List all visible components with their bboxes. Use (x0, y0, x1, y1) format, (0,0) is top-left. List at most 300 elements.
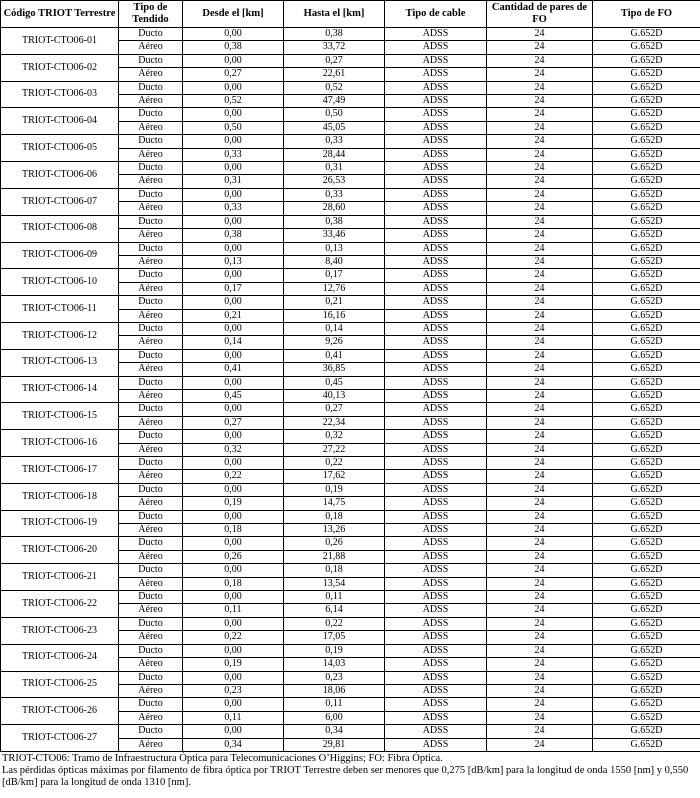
cable-type-cell: ADSS (385, 215, 487, 228)
hasta-km-cell: 13,26 (284, 524, 385, 537)
tendido-cell: Aéreo (119, 443, 183, 456)
cable-type-cell: ADSS (385, 95, 487, 108)
fo-type-cell: G.652D (593, 617, 700, 630)
fo-type-cell: G.652D (593, 336, 700, 349)
fo-type-cell: G.652D (593, 658, 700, 671)
cable-type-cell: ADSS (385, 738, 487, 751)
fo-pairs-cell: 24 (487, 229, 593, 242)
hasta-km-cell: 0,50 (284, 108, 385, 121)
cable-type-cell: ADSS (385, 658, 487, 671)
triot-code-cell: TRIOT-CTO06-08 (1, 215, 119, 242)
cable-type-cell: ADSS (385, 41, 487, 54)
tendido-cell: Aéreo (119, 711, 183, 724)
cable-type-cell: ADSS (385, 711, 487, 724)
fo-type-cell: G.652D (593, 698, 700, 711)
desde-km-cell: 0,22 (183, 470, 284, 483)
desde-km-cell: 0,23 (183, 684, 284, 697)
desde-km-cell: 0,45 (183, 389, 284, 402)
cable-type-cell: ADSS (385, 457, 487, 470)
tendido-cell: Aéreo (119, 497, 183, 510)
fo-pairs-cell: 24 (487, 255, 593, 268)
footnote-optical-loss: Las pérdidas ópticas máximas por filamento de fibra óptica por TRIOT Terrestre deben ser menores que 0,275 [dB/km] para la longitud de onda 1550 [nm] y 0,550 [dB/km] para la longitud de onda 1310 [nm]. (2, 764, 689, 788)
tendido-cell: Aéreo (119, 148, 183, 161)
cable-type-cell: ADSS (385, 617, 487, 630)
fo-pairs-cell: 24 (487, 430, 593, 443)
fo-type-cell: G.652D (593, 68, 700, 81)
hasta-km-cell: 0,31 (284, 162, 385, 175)
hasta-km-cell: 0,21 (284, 296, 385, 309)
triot-code-cell: TRIOT-CTO06-24 (1, 644, 119, 671)
hasta-km-cell: 29,81 (284, 738, 385, 751)
tendido-cell: Aéreo (119, 416, 183, 429)
fo-pairs-cell: 24 (487, 269, 593, 282)
table-row (1, 349, 700, 362)
fo-type-cell: G.652D (593, 591, 700, 604)
desde-km-cell: 0,31 (183, 175, 284, 188)
cable-type-cell: ADSS (385, 604, 487, 617)
table-row (1, 135, 700, 148)
desde-km-cell: 0,00 (183, 215, 284, 228)
fo-type-cell: G.652D (593, 95, 700, 108)
tendido-cell: Ducto (119, 188, 183, 201)
fo-type-cell: G.652D (593, 135, 700, 148)
hasta-km-cell: 6,14 (284, 604, 385, 617)
triot-code-cell: TRIOT-CTO06-21 (1, 564, 119, 591)
fo-pairs-cell: 24 (487, 671, 593, 684)
fo-type-cell: G.652D (593, 644, 700, 657)
fo-pairs-cell: 24 (487, 162, 593, 175)
fo-pairs-cell: 24 (487, 148, 593, 161)
desde-km-cell: 0,00 (183, 28, 284, 41)
desde-km-cell: 0,00 (183, 537, 284, 550)
desde-km-cell: 0,17 (183, 282, 284, 295)
desde-km-cell: 0,00 (183, 591, 284, 604)
fo-type-cell: G.652D (593, 296, 700, 309)
hasta-km-cell: 40,13 (284, 389, 385, 402)
triot-code-cell: TRIOT-CTO06-04 (1, 108, 119, 135)
tendido-cell: Ducto (119, 162, 183, 175)
fo-pairs-cell: 24 (487, 470, 593, 483)
desde-km-cell: 0,00 (183, 135, 284, 148)
fo-pairs-cell: 24 (487, 577, 593, 590)
table-row (1, 537, 700, 550)
tendido-cell: Ducto (119, 54, 183, 67)
desde-km-cell: 0,00 (183, 564, 284, 577)
fo-type-cell: G.652D (593, 148, 700, 161)
cable-type-cell: ADSS (385, 524, 487, 537)
hasta-km-cell: 0,23 (284, 671, 385, 684)
fo-pairs-cell: 24 (487, 443, 593, 456)
tendido-cell: Aéreo (119, 255, 183, 268)
hasta-km-cell: 6,00 (284, 711, 385, 724)
desde-km-cell: 0,00 (183, 269, 284, 282)
desde-km-cell: 0,00 (183, 376, 284, 389)
fo-pairs-cell: 24 (487, 54, 593, 67)
hasta-km-cell: 14,03 (284, 658, 385, 671)
desde-km-cell: 0,32 (183, 443, 284, 456)
cable-type-cell: ADSS (385, 255, 487, 268)
cable-type-cell: ADSS (385, 510, 487, 523)
hasta-km-cell: 0,14 (284, 322, 385, 335)
desde-km-cell: 0,00 (183, 403, 284, 416)
table-row (1, 188, 700, 201)
tendido-cell: Aéreo (119, 336, 183, 349)
hasta-km-cell: 14,75 (284, 497, 385, 510)
hasta-km-cell: 0,19 (284, 483, 385, 496)
triot-code-cell: TRIOT-CTO06-02 (1, 54, 119, 81)
hasta-km-cell: 0,18 (284, 510, 385, 523)
cable-type-cell: ADSS (385, 470, 487, 483)
column-header: Desde el [km] (183, 1, 284, 28)
cable-type-cell: ADSS (385, 537, 487, 550)
tendido-cell: Ducto (119, 269, 183, 282)
hasta-km-cell: 0,22 (284, 617, 385, 630)
tendido-cell: Ducto (119, 430, 183, 443)
fo-type-cell: G.652D (593, 322, 700, 335)
cable-type-cell: ADSS (385, 698, 487, 711)
fo-pairs-cell: 24 (487, 41, 593, 54)
hasta-km-cell: 0,33 (284, 135, 385, 148)
tendido-cell: Ducto (119, 376, 183, 389)
cable-type-cell: ADSS (385, 322, 487, 335)
desde-km-cell: 0,00 (183, 108, 284, 121)
cable-type-cell: ADSS (385, 28, 487, 41)
tendido-cell: Aéreo (119, 282, 183, 295)
desde-km-cell: 0,14 (183, 336, 284, 349)
cable-type-cell: ADSS (385, 175, 487, 188)
hasta-km-cell: 8,40 (284, 255, 385, 268)
hasta-km-cell: 0,27 (284, 54, 385, 67)
triot-code-cell: TRIOT-CTO06-14 (1, 376, 119, 403)
desde-km-cell: 0,27 (183, 68, 284, 81)
tendido-cell: Aéreo (119, 550, 183, 563)
tendido-cell: Ducto (119, 698, 183, 711)
hasta-km-cell: 33,72 (284, 41, 385, 54)
fo-type-cell: G.652D (593, 242, 700, 255)
desde-km-cell: 0,00 (183, 188, 284, 201)
cable-type-cell: ADSS (385, 416, 487, 429)
tendido-cell: Aéreo (119, 363, 183, 376)
hasta-km-cell: 0,19 (284, 644, 385, 657)
fo-type-cell: G.652D (593, 684, 700, 697)
hasta-km-cell: 0,38 (284, 215, 385, 228)
fo-pairs-cell: 24 (487, 631, 593, 644)
fo-type-cell: G.652D (593, 577, 700, 590)
cable-type-cell: ADSS (385, 550, 487, 563)
desde-km-cell: 0,00 (183, 430, 284, 443)
desde-km-cell: 0,22 (183, 631, 284, 644)
fo-type-cell: G.652D (593, 188, 700, 201)
triot-code-cell: TRIOT-CTO06-03 (1, 81, 119, 108)
fo-pairs-cell: 24 (487, 95, 593, 108)
desde-km-cell: 0,18 (183, 577, 284, 590)
cable-type-cell: ADSS (385, 631, 487, 644)
hasta-km-cell: 0,27 (284, 403, 385, 416)
fo-pairs-cell: 24 (487, 68, 593, 81)
triot-code-cell: TRIOT-CTO06-15 (1, 403, 119, 430)
hasta-km-cell: 0,26 (284, 537, 385, 550)
cable-type-cell: ADSS (385, 591, 487, 604)
cable-type-cell: ADSS (385, 135, 487, 148)
cable-type-cell: ADSS (385, 296, 487, 309)
footnotes (0, 752, 700, 789)
triot-code-cell: TRIOT-CTO06-01 (1, 28, 119, 55)
fo-type-cell: G.652D (593, 215, 700, 228)
cable-type-cell: ADSS (385, 644, 487, 657)
tendido-cell: Ducto (119, 617, 183, 630)
column-header: Hasta el [km] (284, 1, 385, 28)
fo-pairs-cell: 24 (487, 564, 593, 577)
hasta-km-cell: 36,85 (284, 363, 385, 376)
fo-type-cell: G.652D (593, 282, 700, 295)
table-row (1, 403, 700, 416)
fo-type-cell: G.652D (593, 121, 700, 134)
hasta-km-cell: 0,11 (284, 591, 385, 604)
desde-km-cell: 0,38 (183, 41, 284, 54)
fo-type-cell: G.652D (593, 309, 700, 322)
table-row (1, 591, 700, 604)
fo-pairs-cell: 24 (487, 336, 593, 349)
hasta-km-cell: 9,26 (284, 336, 385, 349)
table-row (1, 564, 700, 577)
table-row (1, 81, 700, 94)
triot-code-cell: TRIOT-CTO06-13 (1, 349, 119, 376)
fo-type-cell: G.652D (593, 671, 700, 684)
fo-pairs-cell: 24 (487, 416, 593, 429)
table-row (1, 269, 700, 282)
footnote-abbreviations: TRIOT-CTO06: Tramo de Infraestructura Óptica para Telecomunicaciones O’Higgins; FO: Fibra Óptica. (2, 752, 443, 764)
desde-km-cell: 0,00 (183, 54, 284, 67)
fo-type-cell: G.652D (593, 403, 700, 416)
desde-km-cell: 0,34 (183, 738, 284, 751)
desde-km-cell: 0,00 (183, 349, 284, 362)
fo-pairs-cell: 24 (487, 698, 593, 711)
column-header: Tipo de Tendido (119, 1, 183, 28)
cable-type-cell: ADSS (385, 229, 487, 242)
tendido-cell: Aéreo (119, 202, 183, 215)
tendido-cell: Aéreo (119, 577, 183, 590)
cable-type-cell: ADSS (385, 162, 487, 175)
desde-km-cell: 0,38 (183, 229, 284, 242)
hasta-km-cell: 0,18 (284, 564, 385, 577)
fo-type-cell: G.652D (593, 255, 700, 268)
fo-pairs-cell: 24 (487, 617, 593, 630)
fo-pairs-cell: 24 (487, 108, 593, 121)
desde-km-cell: 0,50 (183, 121, 284, 134)
hasta-km-cell: 17,62 (284, 470, 385, 483)
fo-type-cell: G.652D (593, 229, 700, 242)
tendido-cell: Ducto (119, 135, 183, 148)
fo-pairs-cell: 24 (487, 483, 593, 496)
fo-pairs-cell: 24 (487, 537, 593, 550)
fo-pairs-cell: 24 (487, 349, 593, 362)
hasta-km-cell: 18,06 (284, 684, 385, 697)
fo-type-cell: G.652D (593, 738, 700, 751)
fo-pairs-cell: 24 (487, 738, 593, 751)
table-row (1, 242, 700, 255)
fo-pairs-cell: 24 (487, 81, 593, 94)
desde-km-cell: 0,11 (183, 604, 284, 617)
tendido-cell: Ducto (119, 725, 183, 738)
fo-pairs-cell: 24 (487, 322, 593, 335)
tendido-cell: Aéreo (119, 41, 183, 54)
triot-code-cell: TRIOT-CTO06-11 (1, 296, 119, 323)
table-row (1, 376, 700, 389)
cable-type-cell: ADSS (385, 121, 487, 134)
triot-code-cell: TRIOT-CTO06-12 (1, 322, 119, 349)
desde-km-cell: 0,52 (183, 95, 284, 108)
desde-km-cell: 0,21 (183, 309, 284, 322)
cable-type-cell: ADSS (385, 389, 487, 402)
desde-km-cell: 0,33 (183, 202, 284, 215)
cable-type-cell: ADSS (385, 68, 487, 81)
tendido-cell: Ducto (119, 483, 183, 496)
cable-type-cell: ADSS (385, 403, 487, 416)
fo-pairs-cell: 24 (487, 403, 593, 416)
hasta-km-cell: 12,76 (284, 282, 385, 295)
hasta-km-cell: 47,49 (284, 95, 385, 108)
desde-km-cell: 0,00 (183, 644, 284, 657)
fo-type-cell: G.652D (593, 711, 700, 724)
fo-type-cell: G.652D (593, 363, 700, 376)
fo-type-cell: G.652D (593, 389, 700, 402)
tendido-cell: Aéreo (119, 68, 183, 81)
column-header: Código TRIOT Terrestre (1, 1, 119, 28)
desde-km-cell: 0,00 (183, 510, 284, 523)
triot-code-cell: TRIOT-CTO06-27 (1, 725, 119, 752)
fo-pairs-cell: 24 (487, 376, 593, 389)
tendido-cell: Ducto (119, 564, 183, 577)
triot-code-cell: TRIOT-CTO06-05 (1, 135, 119, 162)
tendido-cell: Ducto (119, 457, 183, 470)
cable-type-cell: ADSS (385, 363, 487, 376)
fo-type-cell: G.652D (593, 349, 700, 362)
fo-pairs-cell: 24 (487, 363, 593, 376)
triot-code-cell: TRIOT-CTO06-23 (1, 617, 119, 644)
fo-pairs-cell: 24 (487, 202, 593, 215)
table-header-row (1, 1, 700, 28)
hasta-km-cell: 33,46 (284, 229, 385, 242)
cable-type-cell: ADSS (385, 336, 487, 349)
desde-km-cell: 0,00 (183, 242, 284, 255)
table-row (1, 28, 700, 41)
desde-km-cell: 0,11 (183, 711, 284, 724)
desde-km-cell: 0,19 (183, 658, 284, 671)
fo-pairs-cell: 24 (487, 658, 593, 671)
tendido-cell: Aéreo (119, 738, 183, 751)
tendido-cell: Aéreo (119, 175, 183, 188)
fo-type-cell: G.652D (593, 457, 700, 470)
tendido-cell: Aéreo (119, 631, 183, 644)
triot-code-cell: TRIOT-CTO06-07 (1, 188, 119, 215)
hasta-km-cell: 21,88 (284, 550, 385, 563)
table-row (1, 725, 700, 738)
tendido-cell: Ducto (119, 349, 183, 362)
desde-km-cell: 0,26 (183, 550, 284, 563)
hasta-km-cell: 0,45 (284, 376, 385, 389)
desde-km-cell: 0,00 (183, 457, 284, 470)
cable-type-cell: ADSS (385, 148, 487, 161)
tendido-cell: Aéreo (119, 309, 183, 322)
fo-pairs-cell: 24 (487, 296, 593, 309)
tendido-cell: Ducto (119, 108, 183, 121)
tendido-cell: Ducto (119, 215, 183, 228)
triot-code-cell: TRIOT-CTO06-20 (1, 537, 119, 564)
fo-pairs-cell: 24 (487, 175, 593, 188)
table-body (1, 28, 700, 752)
fo-pairs-cell: 24 (487, 188, 593, 201)
table-row (1, 215, 700, 228)
tendido-cell: Aéreo (119, 229, 183, 242)
table-row (1, 54, 700, 67)
fo-pairs-cell: 24 (487, 604, 593, 617)
table-row (1, 296, 700, 309)
fo-pairs-cell: 24 (487, 524, 593, 537)
cable-type-cell: ADSS (385, 309, 487, 322)
fo-type-cell: G.652D (593, 376, 700, 389)
table-row (1, 162, 700, 175)
cable-type-cell: ADSS (385, 349, 487, 362)
desde-km-cell: 0,19 (183, 497, 284, 510)
table-row (1, 108, 700, 121)
column-header: Tipo de cable (385, 1, 487, 28)
fo-type-cell: G.652D (593, 725, 700, 738)
cable-type-cell: ADSS (385, 483, 487, 496)
tendido-cell: Ducto (119, 296, 183, 309)
desde-km-cell: 0,00 (183, 162, 284, 175)
fo-pairs-cell: 24 (487, 497, 593, 510)
fo-type-cell: G.652D (593, 81, 700, 94)
tendido-cell: Ducto (119, 403, 183, 416)
cable-type-cell: ADSS (385, 497, 487, 510)
hasta-km-cell: 0,32 (284, 430, 385, 443)
fo-pairs-cell: 24 (487, 215, 593, 228)
table-row (1, 510, 700, 523)
fo-type-cell: G.652D (593, 483, 700, 496)
hasta-km-cell: 0,52 (284, 81, 385, 94)
fo-pairs-cell: 24 (487, 684, 593, 697)
fo-type-cell: G.652D (593, 470, 700, 483)
tendido-cell: Ducto (119, 644, 183, 657)
tendido-cell: Aéreo (119, 470, 183, 483)
fo-type-cell: G.652D (593, 524, 700, 537)
fo-type-cell: G.652D (593, 108, 700, 121)
desde-km-cell: 0,18 (183, 524, 284, 537)
triot-code-cell: TRIOT-CTO06-09 (1, 242, 119, 269)
cable-type-cell: ADSS (385, 443, 487, 456)
cable-type-cell: ADSS (385, 54, 487, 67)
tendido-cell: Aéreo (119, 658, 183, 671)
hasta-km-cell: 28,60 (284, 202, 385, 215)
hasta-km-cell: 0,41 (284, 349, 385, 362)
fo-pairs-cell: 24 (487, 121, 593, 134)
fo-pairs-cell: 24 (487, 644, 593, 657)
tendido-cell: Aéreo (119, 389, 183, 402)
tendido-cell: Ducto (119, 81, 183, 94)
table-row (1, 322, 700, 335)
fo-pairs-cell: 24 (487, 282, 593, 295)
hasta-km-cell: 0,33 (284, 188, 385, 201)
triot-code-cell: TRIOT-CTO06-25 (1, 671, 119, 698)
hasta-km-cell: 0,38 (284, 28, 385, 41)
hasta-km-cell: 0,13 (284, 242, 385, 255)
tendido-cell: Ducto (119, 28, 183, 41)
table-row (1, 483, 700, 496)
triot-code-cell: TRIOT-CTO06-19 (1, 510, 119, 537)
hasta-km-cell: 0,22 (284, 457, 385, 470)
column-header: Cantidad de pares de FO (487, 1, 593, 28)
fo-type-cell: G.652D (593, 162, 700, 175)
